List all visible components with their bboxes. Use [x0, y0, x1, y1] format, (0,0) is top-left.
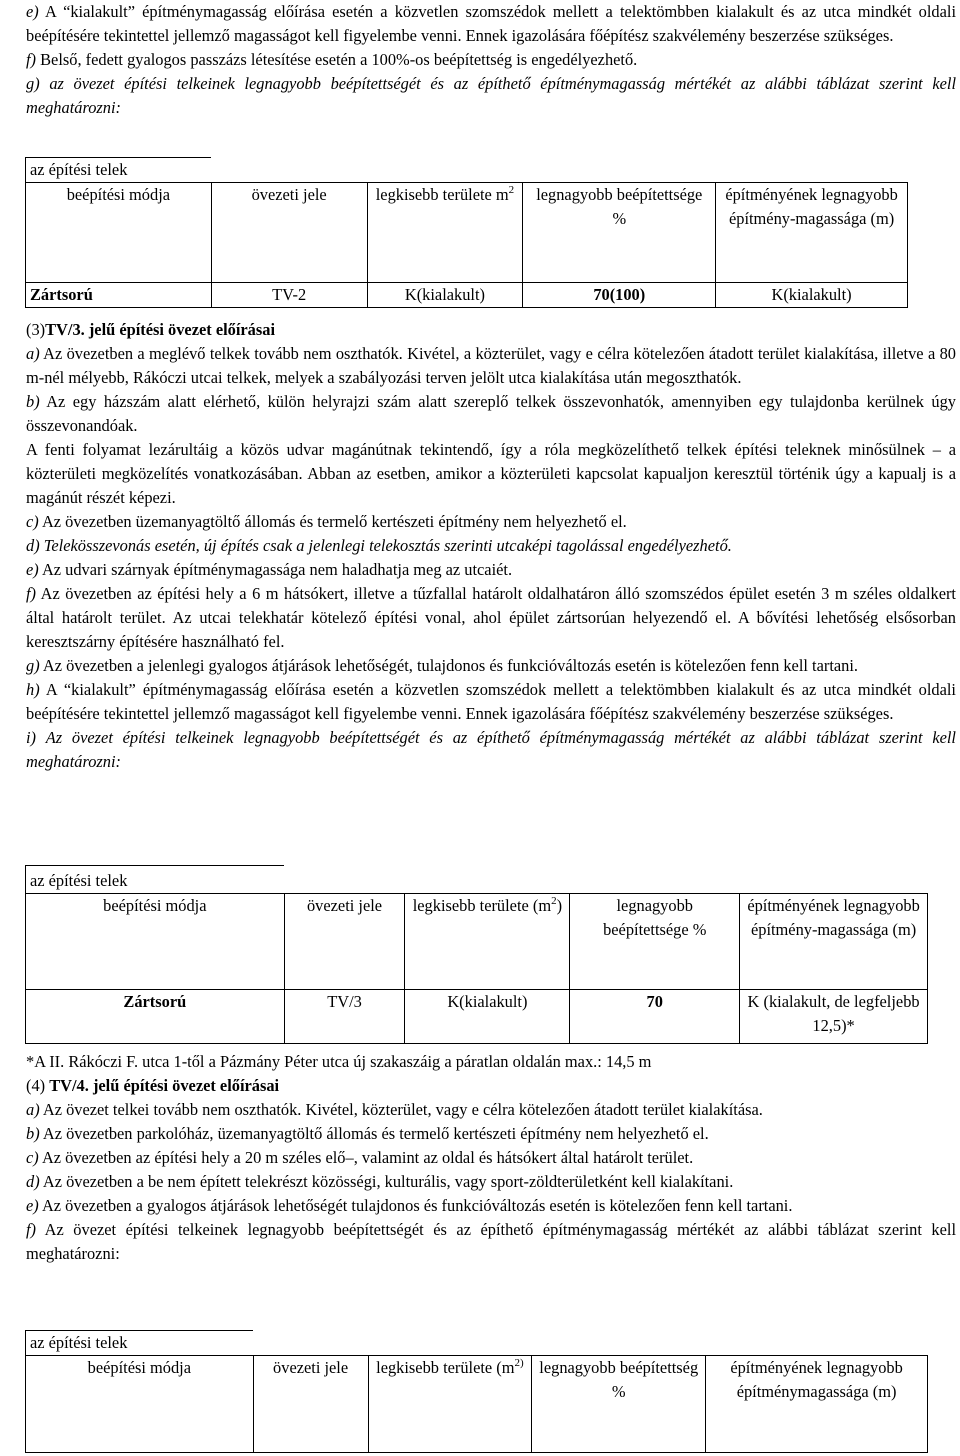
- para-e: e) Az udvari szárnyak építménymagassága nem haladhatja meg az utcaiét.: [26, 560, 513, 579]
- header-height: építményének legnagyobb építmény-magassága (m): [716, 183, 908, 283]
- para-d: d) Telekösszevonás esetén, új építés csak a jelenlegi telekosztás szerinti utcaképi tagolással engedélyezhető.: [26, 536, 732, 555]
- cell-zone: TV-2: [211, 283, 367, 308]
- cell-zone: TV/3: [284, 990, 405, 1044]
- table-tv3: [25, 865, 928, 1044]
- section-tv4: [0, 1050, 960, 1266]
- para-b: b) Az övezetben parkolóház, üzemanyagtöltő állomás és termelő kertészeti építmény nem helyezhető el.: [26, 1124, 709, 1143]
- cell-height: K(kialakult): [716, 283, 908, 308]
- group-header: az építési telek: [26, 1331, 254, 1356]
- para-b: b) Az egy házszám alatt elérhető, külön helyrajzi szám alatt szereplő telkek összevonhatók, amennyiben egy tulajdonba kerülnek úgy összevonandóak.: [26, 392, 956, 435]
- para-a: a) Az övezet telkei tovább nem oszthatók. Kivétel, közterület, vagy e célra kötelezően átadott terület kialakítása.: [26, 1100, 763, 1119]
- header-area: legkisebb területe ($m^{2)}$: [368, 1356, 532, 1453]
- header-height: építményének legnagyobb építménymagassága (m): [706, 1356, 928, 1453]
- cell-area: K(kialakult): [367, 283, 523, 308]
- footnote: *A II. Rákóczi F. utca 1-től a Pázmány Péter utca új szakaszáig a páratlan oldalán max.: 14,5 m: [26, 1052, 652, 1071]
- cell-height: K (kialakult, de legfeljebb 12,5)*: [740, 990, 928, 1044]
- para-b2: A fenti folyamat lezárultáig a közös udvar magánútnak tekintendő, így a róla megközelíthető telkek építési teleknek minősülnek – a közterületi megközelítés vonatkozásában. Abban az esetben, amikor a közterületi kapcsolat kapualjon keresztül történik úgy a kapualj is a magánút részét képezi.: [26, 440, 956, 507]
- para-f: f) Az övezetben az építési hely a 6 m hátsókert, illetve a tűzfallal határolt oldalhatáron álló szomszédos épület esetén 3 m széles oldalkert által határolt terület. Az utcai telekhatár kötelező építési vonal, ahol épület zártsorúan helyezendő el. A bővítési lehetőség elsősorban keresztszárny építésére használható fel.: [26, 584, 956, 651]
- para-f: f) Az övezet építési telkeinek legnagyobb beépítettségét és az építhető építménymagasság mértékét az alábbi táblázat szerint kell meghatározni:: [26, 1220, 956, 1263]
- header-coverage: legnagyobb beépítettsége %: [570, 894, 740, 990]
- header-mode: beépítési módja: [26, 183, 212, 283]
- group-header: az építési telek: [26, 158, 212, 183]
- para-f: f) Belső, fedett gyalogos passzázs létesítése esetén a 100%-os beépítettség is engedélyezhető.: [26, 50, 638, 69]
- cell-coverage: 70: [570, 990, 740, 1044]
- header-mode: beépítési módja: [26, 894, 285, 990]
- header-coverage: legnagyobb beépítettsége %: [523, 183, 716, 283]
- section-tv3: [0, 318, 960, 774]
- header-coverage: legnagyobb beépítettség %: [532, 1356, 706, 1453]
- section-heading: (4) TV/4. jelű építési övezet előírásai: [26, 1076, 280, 1095]
- para-c: c) Az övezetben az építési hely a 20 m széles elő–, valamint az oldal és hátsókert által határolt terület.: [26, 1148, 694, 1167]
- block-tv2-tail: [0, 0, 960, 120]
- cell-mode: Zártsorú: [26, 990, 285, 1044]
- section-heading: (3)TV/3. jelű építési övezet előírásai: [26, 320, 275, 339]
- cell-coverage: 70(100): [523, 283, 716, 308]
- header-zone: övezeti jele: [211, 183, 367, 283]
- para-e: e) Az övezetben a gyalogos átjárások lehetőségét tulajdonos és funkcióváltozás esetén is kötelezően fenn kell tartani.: [26, 1196, 793, 1215]
- para-d: d) Az övezetben a be nem épített telekrészt közösségi, kulturális, vagy sport-zöldterületként kell kialakítani.: [26, 1172, 734, 1191]
- para-g: g) Az övezetben a jelenlegi gyalogos átjárások lehetőségét, tulajdonos és funkcióváltozás esetén is kötelezően fenn kell tartani.: [26, 656, 858, 675]
- cell-area: K(kialakult): [405, 990, 570, 1044]
- group-header: az építési telek: [26, 866, 285, 894]
- para-a: a) Az övezetben a meglévő telkek tovább nem oszthatók. Kivétel, a közterület, vagy e célra kötelezően átadott terület kialakítása, illetve a 80 m-nél mélyebb, Rákóczi utcai telkek, melyek a szabályozási terven jelölt utca kialakítása után megoszthatók.: [26, 344, 956, 387]
- header-zone: övezeti jele: [253, 1356, 368, 1453]
- para-h: h) A “kialakult” építménymagasság előírása esetén a közvetlen szomszédok mellett a telektömbben kialakult és az utca mindkét oldali beépítésére tekintettel jellemző magasságot kell figyelembe venni. Ennek igazolására főépítész szakvélemény beszerzése szükséges.: [26, 680, 956, 723]
- para-i: i) Az övezet építési telkeinek legnagyobb beépítettségét és az építhető építménymagasság mértékét az alábbi táblázat szerint kell meghatározni:: [26, 728, 956, 771]
- header-area: legkisebb területe $m^2$: [367, 183, 523, 283]
- header-area: legkisebb területe $(m^2)$: [405, 894, 570, 990]
- para-e: e) A “kialakult” építménymagasság előírása esetén a közvetlen szomszédok mellett a telektömbben kialakult és az utca mindkét oldali beépítésére tekintettel jellemző magasságot kell figyelembe venni. Ennek igazolására főépítész szakvélemény beszerzése szükséges.: [26, 2, 956, 45]
- header-height: építményének legnagyobb építmény-magassága (m): [740, 894, 928, 990]
- para-g: g) az övezet építési telkeinek legnagyobb beépítettségét és az építhető építménymagasság mértékét az alábbi táblázat szerint kell meghatározni:: [26, 74, 956, 117]
- header-zone: övezeti jele: [284, 894, 405, 990]
- table-tv2: [25, 157, 908, 308]
- cell-mode: Zártsorú: [26, 283, 212, 308]
- para-c: c) Az övezetben üzemanyagtöltő állomás és termelő kertészeti építmény nem helyezhető el.: [26, 512, 627, 531]
- header-mode: beépítési módja: [26, 1356, 254, 1453]
- table-tv4: [25, 1330, 928, 1453]
